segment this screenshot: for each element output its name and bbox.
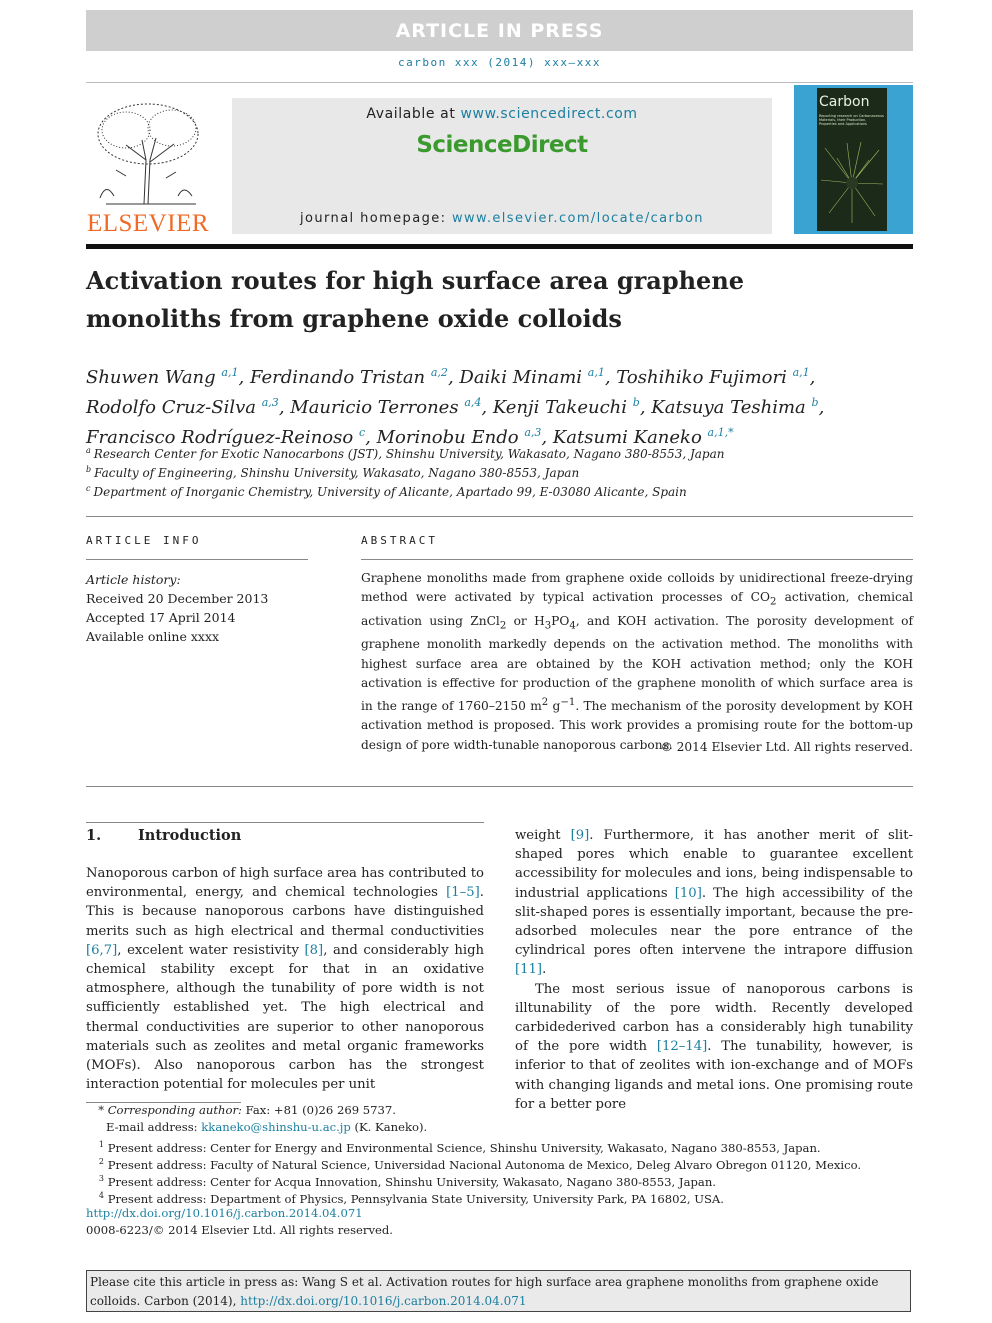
sciencedirect-link[interactable]: www.sciencedirect.com bbox=[460, 106, 638, 122]
journal-homepage: journal homepage: www.elsevier.com/locate/carbon bbox=[300, 211, 704, 226]
article-info-rule bbox=[86, 559, 308, 560]
citation-box bbox=[86, 1270, 911, 1312]
intro-column-2 bbox=[515, 826, 913, 1114]
author-affiliation-mark[interactable]: a,1 bbox=[221, 366, 239, 379]
footnote-4: $^4$ Present address: Department of Physics, Pennsylvania State University, University Park, PA 16802, USA. bbox=[98, 1191, 724, 1206]
sciencedirect-logo: ScienceDirect bbox=[416, 132, 588, 158]
doi-link[interactable]: http://dx.doi.org/10.1016/j.carbon.2014.04.071 bbox=[86, 1206, 363, 1220]
available-at: Available at www.sciencedirect.com bbox=[366, 106, 638, 122]
article-info-heading: ARTICLE INFO bbox=[86, 534, 202, 547]
journal-reference: carbon xxx (2014) xxx–xxx bbox=[397, 56, 602, 69]
author-name[interactable]: Mauricio Terrones bbox=[290, 397, 459, 418]
cover-image bbox=[817, 88, 887, 231]
author-affiliation-mark[interactable]: a,4 bbox=[464, 396, 482, 409]
journal-header-box bbox=[232, 98, 772, 234]
section-heading-introduction bbox=[86, 827, 241, 844]
abstract-rule bbox=[361, 559, 913, 560]
author-affiliation-mark[interactable]: a,1,* bbox=[707, 426, 734, 439]
elsevier-logo bbox=[86, 100, 210, 238]
intro-paragraph: The most serious issue of nanoporous carbons is illtunability of the pore width. Recently developed carbidederived carbon has a considerably high tunability of the pore width [12–14]. The tunability, however, is inferior to that of zeolites with ion-exchange and of MOFs with changing ligands and metal ions. One promising route for a better pore bbox=[515, 981, 914, 1112]
reference-link[interactable]: [6,7] bbox=[86, 942, 118, 958]
author-affiliation-mark[interactable]: a,3 bbox=[524, 426, 542, 439]
email-link[interactable]: kkaneko@shinshu-u.ac.jp bbox=[201, 1120, 351, 1134]
author-name[interactable]: Kenji Takeuchi bbox=[492, 397, 628, 418]
affiliation-c: $^c$ Department of Inorganic Chemistry, University of Alicante, Apartado 99, E-03080 Alicante, Spain bbox=[86, 484, 687, 499]
abstract-copyright: © 2014 Elsevier Ltd. All rights reserved. bbox=[660, 740, 913, 754]
article-title: Activation routes for high surface area graphene monoliths from graphene oxide colloids bbox=[86, 266, 745, 333]
reference-link[interactable]: [10] bbox=[674, 885, 702, 901]
citation-text: Please cite this article in press as: Wang S et al. Activation routes for high surface area graphene monoliths from graphene oxide colloids. Carbon (2014), bbox=[90, 1275, 879, 1308]
column-rule bbox=[86, 822, 484, 823]
history-label: Article history: bbox=[86, 572, 181, 587]
section-rule-top bbox=[86, 516, 913, 517]
author-name[interactable]: Daiki Minami bbox=[459, 367, 583, 388]
reference-link[interactable]: [8] bbox=[304, 942, 324, 958]
cover-title: Carbon bbox=[819, 94, 870, 110]
article-in-press-banner: ARTICLE IN PRESS bbox=[86, 10, 913, 51]
cover-subtitle: Reporting research on Carbonaceous Materials, their Production, Properties and Applications bbox=[819, 114, 884, 126]
author-name[interactable]: Shuwen Wang bbox=[86, 367, 216, 388]
section-title: Introduction bbox=[138, 827, 242, 844]
tree-icon bbox=[86, 100, 210, 208]
author-affiliation-mark[interactable]: a,3 bbox=[261, 396, 279, 409]
author-line-3: Francisco Rodríguez-Reinoso $^c$, Morinobu Endo $^{a,3}$, Katsumi Kaneko $^{a,1,*}$ bbox=[86, 426, 734, 448]
author-name[interactable]: Francisco Rodríguez-Reinoso bbox=[86, 427, 354, 448]
footnote-2: $^2$ Present address: Faculty of Natural Science, Universidad Nacional Autonoma de Mexico, Deleg Alvaro Obregon 01120, Mexico. bbox=[98, 1157, 862, 1172]
author-affiliation-mark[interactable]: c bbox=[358, 426, 366, 439]
cover-art-icon bbox=[817, 88, 887, 231]
intro-paragraph: Nanoporous carbon of high surface area has contributed to environmental, energy, and chemical technologies [1–5]. This is because nanoporous carbons have distinguished merits such as high electrical and thermal conductivities [6,7], excelent water resistivity [8], and considerably high chemical stability except for that in an oxidative atmosphere, although the tunability of pore width is not sufficiently established yet. The high electrical and thermal conductivities are superior to other nanoporous materials such as zeolites and metal organic frameworks (MOFs). Also nanoporous carbon has the strongest interaction potential for molecules per unit bbox=[86, 866, 484, 1093]
journal-homepage-link[interactable]: www.elsevier.com/locate/carbon bbox=[451, 211, 704, 226]
author-affiliation-mark[interactable]: a,1 bbox=[792, 366, 810, 379]
affiliation-b: $^b$ Faculty of Engineering, Shinshu University, Wakasato, Nagano 380-8553, Japan bbox=[86, 465, 580, 480]
header-divider bbox=[86, 82, 913, 83]
author-name[interactable]: Katsumi Kaneko bbox=[552, 427, 702, 448]
footnote-corresponding: * Corresponding author: Fax: +81 (0)26 269 5737. bbox=[98, 1103, 396, 1117]
author-name[interactable]: Rodolfo Cruz-Silva bbox=[86, 397, 257, 418]
author-line-1: Shuwen Wang $^{a,1}$, Ferdinando Tristan $^{a,2}$, Daiki Minami $^{a,1}$, Toshihiko Fujimori $^{a,1}$, bbox=[86, 366, 816, 388]
footnote-email: E-mail address: kkaneko@shinshu-u.ac.jp (K. Kaneko). bbox=[106, 1120, 428, 1134]
author-line-2: Rodolfo Cruz-Silva $^{a,3}$, Mauricio Terrones $^{a,4}$, Kenji Takeuchi $^b$, Katsuya Teshima $^b$, bbox=[86, 396, 825, 418]
author-name[interactable]: Katsuya Teshima bbox=[651, 397, 806, 418]
author-name[interactable]: Toshihiko Fujimori bbox=[616, 367, 787, 388]
citation-doi-link[interactable]: http://dx.doi.org/10.1016/j.carbon.2014.04.071 bbox=[240, 1294, 527, 1308]
abstract-heading: ABSTRACT bbox=[361, 534, 438, 547]
reference-link[interactable]: [12–14] bbox=[656, 1039, 708, 1055]
author-name[interactable]: Ferdinando Tristan bbox=[249, 367, 426, 388]
abstract-text: Graphene monoliths made from graphene oxide colloids by unidirectional freeze-drying method were activated by typical activation processes of $CO_2$ activation, chemical activation using ZnCl$_2$ or $H_3PO_4$, and KOH activation. The porosity development of graphene monolith markedly depends on the activation method. The monoliths with highest surface area are obtained by the KOH activation method; only the KOH activation is effective for production of the graphene monolith of which surface area is in the range of 1760–2150 $m^2$ $g^{-1}$. The mechanism of the porosity development by KOH activation method is proposed. This work provides a promising route for the bottom-up design of pore width-tunable nanoporous carbons. bbox=[361, 571, 913, 752]
reference-link[interactable]: [9] bbox=[570, 828, 590, 843]
author-affiliation-mark[interactable]: a,1 bbox=[587, 366, 605, 379]
elsevier-wordmark: ELSEVIER bbox=[86, 210, 210, 237]
reference-link[interactable]: [11] bbox=[515, 962, 543, 978]
footnote-1: $^1$ Present address: Center for Energy and Environmental Science, Shinshu University, Wakasato, Nagano 380-8553, Japan. bbox=[98, 1140, 821, 1155]
author-affiliation-mark[interactable]: b bbox=[811, 396, 819, 409]
issn-line: 0008-6223/© 2014 Elsevier Ltd. All rights reserved. bbox=[86, 1223, 393, 1237]
received-date: Received 20 December 2013 bbox=[86, 591, 269, 606]
author-affiliation-mark[interactable]: a,2 bbox=[430, 366, 448, 379]
journal-cover bbox=[794, 85, 913, 234]
online-date: Available online xxxx bbox=[86, 629, 220, 644]
author-list bbox=[86, 360, 913, 450]
author-affiliation-mark[interactable]: b bbox=[632, 396, 640, 409]
section-rule-bottom bbox=[86, 786, 913, 787]
reference-link[interactable]: [1–5] bbox=[446, 885, 480, 901]
intro-paragraph: weight [9]. Furthermore, it has another merit of slit-shaped pores which enable to guarantee excellent accessibility for molecules and ions, being indispensable to industrial applications [10]. The high accessibility of the slit-shaped pores is essentially important, because the pre-adsorbed molecules near the pore entrance of the cylindrical pores often intervene the intrapore diffusion [11]. bbox=[515, 828, 913, 978]
affiliation-a: $^a$ Research Center for Exotic Nanocarbons (JST), Shinshu University, Wakasato, Nagano 380-8553, Japan bbox=[86, 446, 725, 461]
article-history bbox=[86, 570, 268, 646]
accepted-date: Accepted 17 April 2014 bbox=[86, 610, 236, 625]
author-name[interactable]: Morinobu Endo bbox=[376, 427, 519, 448]
doi-line bbox=[86, 1205, 913, 1222]
intro-column-1 bbox=[86, 864, 484, 1094]
footnote-3: $^3$ Present address: Center for Acqua Innovation, Shinshu University, Wakasato, Nagano 380-8553, Japan. bbox=[98, 1174, 716, 1189]
section-number: 1. bbox=[86, 827, 102, 844]
masthead-rule bbox=[86, 244, 913, 249]
